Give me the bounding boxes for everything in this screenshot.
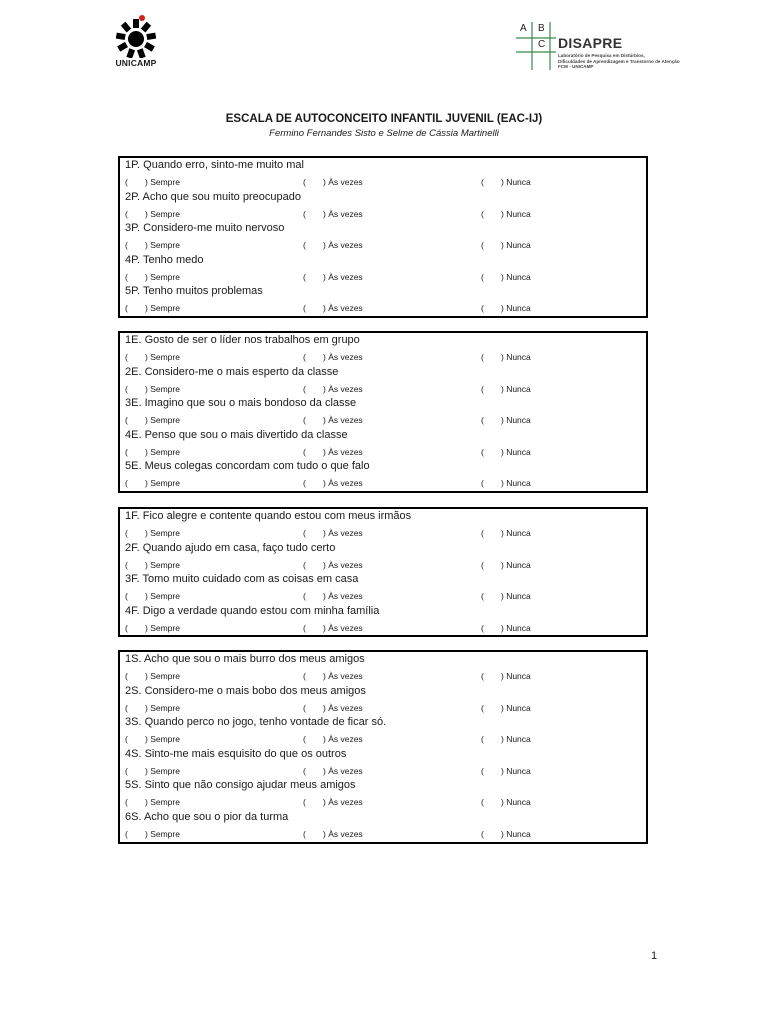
unicamp-emblem-icon [112, 14, 160, 58]
answer-blank: ( [303, 271, 306, 282]
option-nunca[interactable] [481, 240, 531, 250]
option-sempre[interactable] [125, 528, 180, 538]
question-text: 4E. Penso que sou o mais divertido da classe [125, 428, 348, 441]
answer-blank: ( [125, 671, 128, 681]
answer-blank: ( [481, 591, 484, 602]
option-label: ) Nunca [501, 240, 531, 251]
answer-blank: ( [303, 478, 306, 489]
option-label: ) Nunca [501, 797, 531, 808]
option-label: ) Sempre [145, 446, 180, 457]
option-as-vezes[interactable] [303, 272, 363, 282]
answer-blank: ( [481, 671, 484, 681]
answer-blank: ( [303, 591, 306, 602]
option-sempre[interactable] [125, 797, 180, 807]
option-label: ) Às vezes [323, 622, 363, 633]
answer-blank: ( [303, 765, 306, 776]
option-label: ) Às vezes [323, 271, 363, 282]
option-sempre[interactable] [125, 671, 180, 681]
answer-blank: ( [125, 528, 128, 538]
option-label: ) Às vezes [323, 765, 363, 776]
answer-blank: ( [481, 622, 484, 633]
option-label: ) Nunca [501, 271, 531, 282]
option-label: ) Às vezes [323, 797, 363, 808]
question-text: 4F. Digo a verdade quando estou com minha família [125, 604, 380, 617]
option-sempre[interactable] [125, 623, 180, 633]
answer-blank: ( [125, 177, 128, 187]
option-label: ) Sempre [145, 765, 180, 776]
option-as-vezes[interactable] [303, 671, 363, 681]
option-label: ) Às vezes [323, 828, 363, 839]
option-nunca[interactable] [481, 766, 531, 776]
answer-blank: ( [303, 415, 306, 426]
option-nunca[interactable] [481, 384, 531, 394]
option-nunca[interactable] [481, 703, 531, 713]
disapre-logo [512, 20, 702, 72]
option-nunca[interactable] [481, 352, 531, 362]
option-label: ) Nunca [501, 446, 531, 457]
question-text: 2E. Considero-me o mais esperto da classe [125, 365, 339, 378]
question-text: 1F. Fico alegre e contente quando estou com meus irmãos [125, 510, 412, 522]
option-sempre[interactable] [125, 766, 180, 776]
question-item [120, 652, 646, 684]
question-text: 2S. Considero-me o mais bobo dos meus amigos [125, 684, 366, 697]
question-item [120, 190, 646, 222]
option-as-vezes[interactable] [303, 478, 363, 488]
question-item [120, 253, 646, 285]
option-label: ) Às vezes [323, 591, 363, 602]
option-label: ) Às vezes [323, 303, 363, 314]
option-label: ) Às vezes [323, 671, 363, 681]
option-label: ) Nunca [501, 559, 531, 570]
disapre-subtitle-line: FCM - UNICAMP [558, 64, 594, 70]
option-label: ) Sempre [145, 240, 180, 251]
question-group [118, 331, 648, 493]
question-item [120, 158, 646, 190]
option-label: ) Nunca [501, 177, 531, 187]
option-label: ) Sempre [145, 702, 180, 713]
question-text: 5E. Meus colegas concordam com tudo o que falo [125, 460, 370, 473]
option-label: ) Sempre [145, 478, 180, 489]
answer-blank: ( [303, 383, 306, 394]
answer-blank: ( [125, 622, 128, 633]
unicamp-wordmark: UNICAMP [115, 58, 157, 68]
answer-blank: ( [125, 734, 128, 745]
option-label: ) Às vezes [323, 415, 363, 426]
option-label: ) Às vezes [323, 208, 363, 219]
question-item [120, 509, 646, 541]
question-text: 5S. Sinto que não consigo ajudar meus amigos [125, 779, 356, 792]
question-text: 3S. Quando perco no jogo, tenho vontade de ficar só. [125, 716, 387, 729]
answer-blank: ( [303, 797, 306, 808]
question-item [120, 459, 646, 491]
answer-blank: ( [125, 765, 128, 776]
option-nunca[interactable] [481, 303, 531, 313]
answer-blank: ( [481, 702, 484, 713]
answer-blank: ( [303, 303, 306, 314]
option-nunca[interactable] [481, 829, 531, 839]
question-item [120, 221, 646, 253]
question-text: 3F. Tomo muito cuidado com as coisas em casa [125, 573, 359, 586]
option-nunca[interactable] [481, 560, 531, 570]
answer-blank: ( [303, 734, 306, 745]
option-label: ) Sempre [145, 352, 180, 362]
question-text: 1S. Acho que sou o mais burro dos meus amigos [125, 653, 365, 665]
question-item [120, 333, 646, 365]
answer-blank: ( [125, 559, 128, 570]
question-item [120, 365, 646, 397]
answer-blank: ( [481, 734, 484, 745]
option-as-vezes[interactable] [303, 591, 363, 601]
answer-blank: ( [303, 240, 306, 251]
option-sempre[interactable] [125, 272, 180, 282]
option-sempre[interactable] [125, 209, 180, 219]
answer-blank: ( [125, 828, 128, 839]
option-label: ) Nunca [501, 734, 531, 745]
option-label: ) Sempre [145, 797, 180, 808]
option-sempre[interactable] [125, 415, 180, 425]
option-as-vezes[interactable] [303, 415, 363, 425]
page-number: 1 [651, 950, 658, 962]
option-as-vezes[interactable] [303, 303, 363, 313]
answer-blank: ( [125, 702, 128, 713]
document-title: ESCALA DE AUTOCONCEITO INFANTIL JUVENIL (EAC-IJ) [225, 113, 543, 125]
option-label: ) Nunca [501, 591, 531, 602]
option-label: ) Sempre [145, 828, 180, 839]
answer-blank: ( [303, 559, 306, 570]
answer-blank: ( [481, 208, 484, 219]
option-nunca[interactable] [481, 591, 531, 601]
answer-blank: ( [481, 828, 484, 839]
answer-blank: ( [125, 415, 128, 426]
option-label: ) Às vezes [323, 177, 363, 187]
answer-blank: ( [125, 797, 128, 808]
option-label: ) Às vezes [323, 559, 363, 570]
option-as-vezes[interactable] [303, 766, 363, 776]
question-item [120, 715, 646, 747]
option-as-vezes[interactable] [303, 177, 363, 187]
answer-blank: ( [481, 415, 484, 426]
option-label: ) Sempre [145, 591, 180, 602]
grid-letter-c: C [538, 39, 546, 50]
disapre-subtitle [558, 53, 708, 70]
question-text: 3E. Imagino que sou o mais bondoso da classe [125, 397, 357, 410]
option-as-vezes[interactable] [303, 734, 363, 744]
option-label: ) Às vezes [323, 383, 363, 394]
option-label: ) Nunca [501, 208, 531, 219]
grid-letter-a: A [520, 23, 527, 34]
option-sempre[interactable] [125, 478, 180, 488]
disapre-subtitle-line: Dificuldades de Aprendizagem e Transtorno de Atenção [558, 58, 680, 64]
answer-blank: ( [125, 591, 128, 602]
option-nunca[interactable] [481, 177, 531, 187]
option-label: ) Sempre [145, 559, 180, 570]
option-as-vezes[interactable] [303, 240, 363, 250]
abc-grid-icon [512, 20, 558, 72]
option-label: ) Sempre [145, 622, 180, 633]
option-as-vezes[interactable] [303, 829, 363, 839]
option-nunca[interactable] [481, 447, 531, 457]
answer-blank: ( [481, 478, 484, 489]
option-sempre[interactable] [125, 447, 180, 457]
question-text: 1P. Quando erro, sinto-me muito mal [125, 159, 304, 171]
option-label: ) Sempre [145, 528, 180, 538]
question-item [120, 572, 646, 604]
option-sempre[interactable] [125, 560, 180, 570]
option-nunca[interactable] [481, 528, 531, 538]
option-nunca[interactable] [481, 623, 531, 633]
answer-blank: ( [481, 559, 484, 570]
option-label: ) Nunca [501, 702, 531, 713]
answer-blank: ( [481, 303, 484, 314]
option-as-vezes[interactable] [303, 560, 363, 570]
option-label: ) Sempre [145, 208, 180, 219]
question-text: 2F. Quando ajudo em casa, faço tudo certo [125, 541, 336, 554]
question-item [120, 284, 646, 316]
option-label: ) Às vezes [323, 734, 363, 745]
answer-blank: ( [303, 622, 306, 633]
answer-blank: ( [481, 765, 484, 776]
answer-blank: ( [303, 446, 306, 457]
option-label: ) Nunca [501, 828, 531, 839]
answer-blank: ( [481, 352, 484, 362]
answer-blank: ( [481, 446, 484, 457]
question-group [118, 507, 648, 637]
question-text: 3P. Considero-me muito nervoso [125, 222, 285, 235]
option-as-vezes[interactable] [303, 447, 363, 457]
option-label: ) Nunca [501, 622, 531, 633]
answer-blank: ( [303, 177, 306, 187]
question-item [120, 778, 646, 810]
option-as-vezes[interactable] [303, 623, 363, 633]
answer-blank: ( [125, 303, 128, 314]
answer-blank: ( [125, 383, 128, 394]
option-as-vezes[interactable] [303, 209, 363, 219]
answer-blank: ( [481, 177, 484, 187]
disapre-subtitle-line: Laboratório de Pesquisa em Distúrbios, [558, 53, 645, 58]
answer-blank: ( [481, 271, 484, 282]
question-item [120, 428, 646, 460]
question-item [120, 747, 646, 779]
option-as-vezes[interactable] [303, 797, 363, 807]
question-item [120, 396, 646, 428]
option-label: ) Sempre [145, 383, 180, 394]
answer-blank: ( [303, 828, 306, 839]
option-sempre[interactable] [125, 591, 180, 601]
answer-blank: ( [303, 208, 306, 219]
option-label: ) Às vezes [323, 528, 363, 538]
question-item [120, 604, 646, 636]
option-label: ) Nunca [501, 528, 531, 538]
answer-blank: ( [481, 797, 484, 808]
answer-blank: ( [481, 383, 484, 394]
option-label: ) Nunca [501, 352, 531, 362]
disapre-brand: DISAPRE [558, 35, 623, 51]
option-label: ) Sempre [145, 303, 180, 314]
option-label: ) Nunca [501, 383, 531, 394]
option-sempre[interactable] [125, 384, 180, 394]
question-item [120, 684, 646, 716]
question-text: 2P. Acho que sou muito preocupado [125, 190, 301, 203]
option-nunca[interactable] [481, 415, 531, 425]
question-text: 4P. Tenho medo [125, 253, 204, 266]
answer-blank: ( [303, 702, 306, 713]
answer-blank: ( [481, 528, 484, 538]
option-sempre[interactable] [125, 352, 180, 362]
option-label: ) Nunca [501, 671, 531, 681]
answer-blank: ( [125, 478, 128, 489]
option-sempre[interactable] [125, 829, 180, 839]
option-sempre[interactable] [125, 240, 180, 250]
option-as-vezes[interactable] [303, 352, 363, 362]
answer-blank: ( [481, 240, 484, 251]
option-as-vezes[interactable] [303, 384, 363, 394]
option-label: ) Nunca [501, 478, 531, 489]
option-label: ) Sempre [145, 415, 180, 426]
option-label: ) Às vezes [323, 478, 363, 489]
question-text: 1E. Gosto de ser o líder nos trabalhos em grupo [125, 334, 360, 346]
option-label: ) Às vezes [323, 702, 363, 713]
option-as-vezes[interactable] [303, 528, 363, 538]
grid-letter-b: B [538, 23, 545, 34]
option-label: ) Sempre [145, 271, 180, 282]
question-item [120, 541, 646, 573]
answer-blank: ( [125, 352, 128, 362]
option-label: ) Às vezes [323, 446, 363, 457]
question-text: 5P. Tenho muitos problemas [125, 285, 263, 298]
answer-blank: ( [303, 352, 306, 362]
option-label: ) Às vezes [323, 352, 363, 362]
option-nunca[interactable] [481, 209, 531, 219]
question-group [118, 156, 648, 318]
question-item [120, 810, 646, 842]
answer-blank: ( [125, 446, 128, 457]
option-nunca[interactable] [481, 797, 531, 807]
option-label: ) Sempre [145, 734, 180, 745]
answer-blank: ( [125, 208, 128, 219]
answer-blank: ( [125, 240, 128, 251]
answer-blank: ( [125, 271, 128, 282]
answer-blank: ( [303, 528, 306, 538]
option-nunca[interactable] [481, 478, 531, 488]
question-text: 4S. Sinto-me mais esquisito do que os outros [125, 747, 347, 760]
option-sempre[interactable] [125, 177, 180, 187]
option-sempre[interactable] [125, 703, 180, 713]
option-label: ) Sempre [145, 671, 180, 681]
option-label: ) Às vezes [323, 240, 363, 251]
unicamp-logo [108, 14, 164, 68]
option-sempre[interactable] [125, 303, 180, 313]
option-label: ) Nunca [501, 765, 531, 776]
option-label: ) Nunca [501, 303, 531, 314]
option-sempre[interactable] [125, 734, 180, 744]
option-label: ) Nunca [501, 415, 531, 426]
option-nunca[interactable] [481, 272, 531, 282]
answer-blank: ( [303, 671, 306, 681]
option-nunca[interactable] [481, 734, 531, 744]
question-group [118, 650, 648, 844]
option-as-vezes[interactable] [303, 703, 363, 713]
document-authors: Fermino Fernandes Sisto e Selme de Cássia Martinelli [269, 128, 499, 139]
question-text: 6S. Acho que sou o pior da turma [125, 810, 289, 823]
option-label: ) Sempre [145, 177, 180, 187]
option-nunca[interactable] [481, 671, 531, 681]
